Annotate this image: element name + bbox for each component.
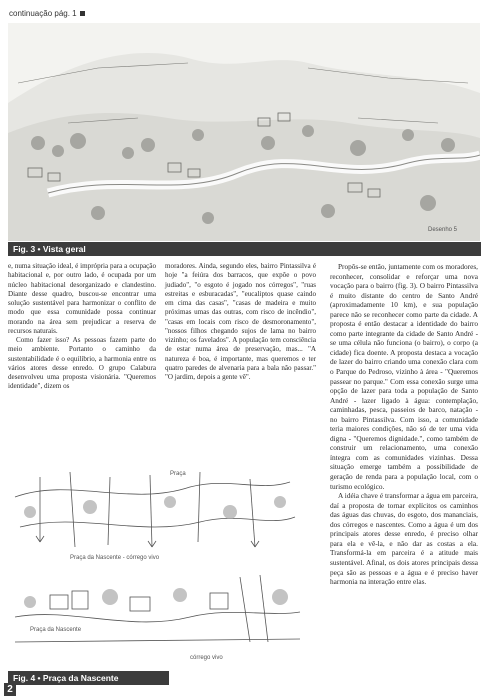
praca-nascente-drawing — [10, 467, 310, 667]
col1-paragraph: Como fazer isso? As pessoas fazem parte do meio ambiente. Portanto o caminho da sustentabilidade é o equilíbrio, a harmonia entre os vários atores desse enredo. O grupo Calabura desenvolveu uma proposta visionária. "Queremos identidade", dizem os — [8, 336, 156, 391]
col1-paragraph: e, numa situação ideal, é imprópria para a ocupação habitacional e, por outro lado, é ocupada por um núcleo habitacional desorganizado e clandestino. Diante desse quadro, buscou-se encontrar uma solução sustentável para harmonizar o conflito de modo que essa comunidade possa continuar morando na área sem prejudicar a reserva de recursos naturais. — [8, 262, 156, 335]
col2-paragraph: moradores. Ainda, segundo eles, bairro Pintassilva é hoje "a feiúra dos barracos, que expõe o povo judiado", "o esgoto é jogado nos córregos", "ruas estreitas e esburacadas", "eucaliptos quase caindo em cima das casas", "casas de madeira e muito próximas umas das outras, com risco de incêndio", "casas em locais com risco de desmoronamento", "nossos filhos chegando sujos de lama no bairro vizinho; os favelados". A população tem consciência de estar numa área de preservação, mas... "A natureza é boa, é importante, mas queremos e ter quatro paredes de alvenaria para a bala não passar." "O jardim, depois a gente vê". — [165, 262, 316, 381]
page-header — [9, 9, 85, 18]
text-column-3 — [330, 262, 478, 587]
vista-geral-drawing — [8, 23, 480, 241]
text-column-1 — [8, 262, 156, 392]
continuation-label: continuação pág. 1 — [9, 9, 77, 18]
col3-paragraph: A idéia chave é transformar a água em parceira, daí a proposta de tornar explícitos os caminhos das águas das chuvas, do esgoto, dos mananciais, dos córregos e nascentes. Como a água é um dos principais atores desse enredo, é preciso olhar para ela e vê-la, e não dar as costas a ela. Transformá-la em parceira é a atitude mais sustentável. Afinal, os dois atores principais dessa peça são as pessoas e a água e é preciso haver harmonia na interação entre elas. — [330, 491, 478, 587]
fig4-sketch-praca — [10, 467, 310, 667]
fig3-caption-bar: Fig. 3 • Vista geral — [8, 242, 481, 256]
bullet-square-icon — [80, 11, 85, 16]
fig4-top-label: Praça — [170, 471, 186, 477]
col3-paragraph: Propôs-se então, juntamente com os moradores, reconhecer, consolidar e reforçar uma nova vocação para o bairro (fig. 3). O bairro Pintassilva é muito distante do centro de Santo André (aproximadamente 10 km), e sua população parece não se reconhecer como parte da cidade. A proposta é então destacar a identidade do bairro como parte integrante da cidade de Santo André - se uma célula não funciona (o bairro), o corpo (a cidade) fica doente. A proposta destaca a vocação de lazer do bairro criando uma conexão clara com o Parque do Pedroso, vizinho à área - "Queremos passear no parque." Com essa conexão surge uma opção de lazer para toda a população de Santo André - lazer ligado à água: contemplação, caminhadas, pesca, passeios de barco, natação - no bairro Pintassilva. Com isso, a comunidade teria maiores condições, não só de ter uma vida digna - "Queremos dignidade.", como também de construir um relacionamento, uma conexão íntegra com as comunidades vizinhas. Dessa situação emerge também a possibilidade de geração de renda para a população local, com o turismo ecológico. — [330, 262, 478, 491]
text-column-2 — [165, 262, 316, 382]
fig4-top-caption: Praça da Nascente - córrego vivo — [70, 555, 160, 561]
sketch-signature: Desenho 5 — [428, 227, 458, 233]
page-number: 2 — [4, 683, 16, 696]
fig4-bottom-label: Praça da Nascente — [30, 627, 82, 633]
fig3-sketch-vista-geral — [8, 23, 480, 241]
fig4-caption-bar: Fig. 4 • Praça da Nascente — [8, 671, 169, 685]
fig4-bottom-caption: córrego vivo — [190, 655, 223, 661]
